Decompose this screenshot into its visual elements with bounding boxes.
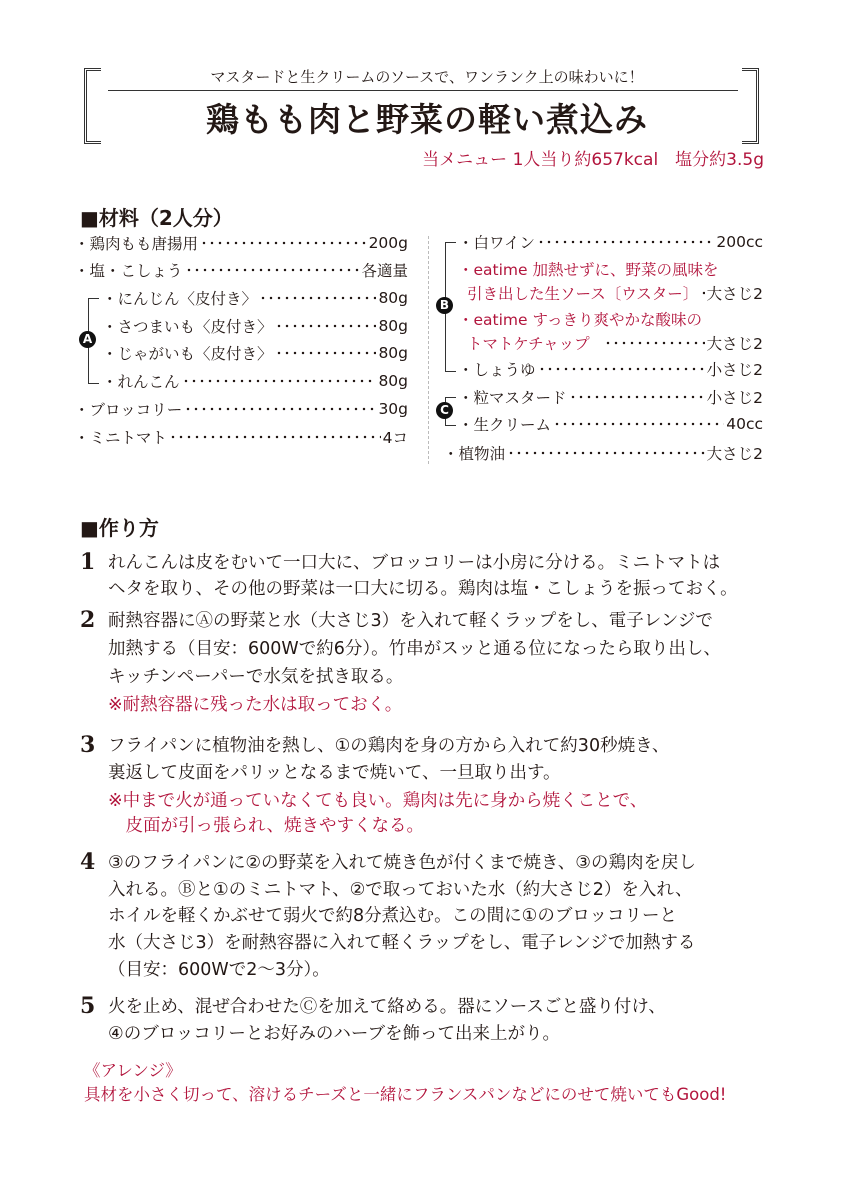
column-divider <box>428 236 430 464</box>
step-note: 皮面が引っ張られ、焼きやすくなる。 <box>108 816 425 836</box>
title-divider <box>108 90 738 91</box>
step-text: れんこんは皮をむいて一口大に、ブロッコリーは小房に分ける。ミニトマトは <box>108 553 721 573</box>
step-text: 裏返して皮面をパリッとなるまで焼いて、一旦取り出す。 <box>108 763 561 783</box>
ingredient-row: ・にんじん〈皮付き〉 80g <box>102 289 408 308</box>
ingredient-row: トマトケチャップ 大さじ2 <box>467 332 763 354</box>
step-text: ③のフライパンに②の野菜を入れて焼き色が付くまで焼き、③の鶏肉を戻し <box>108 853 696 873</box>
method-heading: ■作り方 <box>80 516 159 540</box>
step-text: ④のブロッコリーとお好みのハーブを飾って出来上がり。 <box>108 1024 560 1044</box>
step-text: ヘタを取り、その他の野菜は一口大に切る。鶏肉は塩・こしょうを振っておく。 <box>108 579 738 599</box>
step-text: キッチンペーパーで水気を拭き取る。 <box>108 667 404 687</box>
step-number: 2 <box>80 607 96 633</box>
group-a-badge: A <box>79 331 96 348</box>
arrange-heading: 《アレンジ》 <box>84 1061 182 1080</box>
ingredient-row: ・ミニトマト 4コ <box>74 426 408 448</box>
ingredients-heading: ■材料（2人分） <box>80 206 233 230</box>
calorie-info: 当メニュー 1人当り約657kcal 塩分約3.5g <box>422 150 764 170</box>
step-note: ※中まで火が通っていなくても良い。鶏肉は先に身から焼くことで、 <box>108 791 648 811</box>
step-text: ホイルを軽くかぶせて弱火で約8分煮込む。この間に①のブロッコリーと <box>108 906 677 926</box>
ingredient-row: ・白ワイン 200cc <box>458 233 763 252</box>
recipe-title: 鶏もも肉と野菜の軽い煮込み <box>206 100 648 139</box>
ingredient-row: ・れんこん 80g <box>102 372 408 391</box>
step-text: 水（大さじ3）を耐熱容器に入れて軽くラップをし、電子レンジで加熱する <box>108 933 696 953</box>
step-note: ※耐熱容器に残った水は取っておく。 <box>108 695 403 715</box>
step-text: フライパンに植物油を熱し、①の鶏肉を身の方から入れて約30秒焼き、 <box>108 736 670 756</box>
step-text: 入れる。Ⓑと①のミニトマト、②で取っておいた水（約大さじ2）を入れ、 <box>108 880 693 900</box>
group-c-badge: C <box>436 402 453 419</box>
ingredient-row: ・鶏肉もも唐揚用 200g <box>74 234 408 253</box>
ingredient-row: ・粒マスタード 小さじ2 <box>458 386 763 408</box>
ingredient-row: ・しょうゆ 小さじ2 <box>458 358 763 380</box>
ingredient-row: ・ブロッコリー 30g <box>74 400 408 419</box>
step-number: 5 <box>80 993 96 1019</box>
ingredient-row: ・さつまいも〈皮付き〉 80g <box>102 317 408 336</box>
ingredient-row: ・塩・こしょう 各適量 <box>74 259 408 281</box>
subtitle: マスタードと生クリームのソースで、ワンランク上の味わいに！ <box>210 68 644 86</box>
group-b-badge: B <box>436 297 453 314</box>
step-number: 1 <box>80 549 96 575</box>
step-number: 4 <box>80 849 96 875</box>
step-text: 加熱する（目安：600Wで約6分）。竹串がスッと通る位になったら取り出し、 <box>108 639 721 659</box>
ingredient-name-line: ・eatime すっきり爽やかな酸味の <box>458 311 703 329</box>
ingredient-row: ・生クリーム 40cc <box>458 415 763 434</box>
ingredient-row: 引き出した生ソース〔ウスター〕 大さじ2 <box>467 282 763 304</box>
step-text: 火を止め、混ぜ合わせたⒸを加えて絡める。器にソースごと盛り付け、 <box>108 997 666 1017</box>
step-number: 3 <box>80 732 96 758</box>
ingredient-name-line: ・eatime 加熱せずに、野菜の風味を <box>458 261 719 279</box>
step-text: （目安：600Wで2〜3分）。 <box>108 960 330 980</box>
arrange-text: 具材を小さく切って、溶けるチーズと一緒にフランスパンなどにのせて焼いてもGood! <box>84 1085 727 1104</box>
ingredient-row: ・植物油 大さじ2 <box>443 442 763 464</box>
ingredient-row: ・じゃがいも〈皮付き〉 80g <box>102 344 408 363</box>
step-text: 耐熱容器にⒶの野菜と水（大さじ3）を入れて軽くラップをし、電子レンジで <box>108 611 713 631</box>
